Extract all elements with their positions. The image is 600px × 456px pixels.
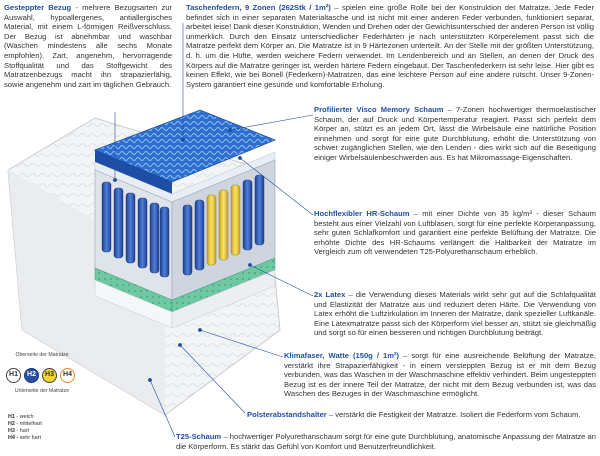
hr-foam-description: Hochflexibler HR-Schaum – mit einer Dichte von 35 kg/m³ - dieser Schaum besteht aus einer Vielzahl von Luftblasen, sorgt für eine perfekte Körperanpassung, sehr guten Schlafkomfort und garantiert eine perfekte Belüftung der Matratze. Die erhöhte Dichte des HR-Schaums verlängert die Haltbarkeit der Matratze im Vergleich zum oft verwendeten T25-Polyurethanschaum erheblich. [314,209,596,257]
polster-description: Polsterabstandshalter – verstärkt die Festigkeit der Matratze. Isoliert die Federform vom Schaum. [247,410,581,419]
hardness-scale [6,368,75,383]
springs-description: Taschenfedern, 9 Zonen (262Stk / 1m²) – spielen eine große Rolle bei der Konstruktion der Matratze. Jede Feder befindet sich in einer separaten Materialtasche und ist nicht mit einer anderen Feder verbunden, funktioniert separat, arbeitet leise! Dank dieser Konstruktion, Wenden und Drehen oder der Gewichtsunterschied der anderen Person ist völlig unmerklich. Durch den Einsatz unterschiedlicher Federhärten je nach unterstützten Körperelement passt sich die Matratze perfekt dem Körper an. Die Matratze ist in 9 Härtezonen unterteilt. An der Stelle mit der größten Unterstützung, d. h. um die Hüfte, werden weichere Federn verwendet. Im Lendenbereich und an Stellen, an denen der Druck des Körpers auf die Matratze geringer ist, werden härtere Federn eingebaut. Der Taschenfederkern ist sehr leise. Hier gibt es keinen Effekt, wie bei Bonell (Federkern)-Matratzen, das eine leichtere Person auf eine andere rutscht. Unser 9-Zonen-System garantiert eine gesunde und komfortable Erholung. [186,3,594,89]
hardness-h2: H2 [24,368,39,383]
klimafaser-heading: Klimafaser, Watte (150g / 1m²) [284,351,400,360]
springs-heading: Taschenfedern, 9 Zonen (262Stk / 1m²) [186,3,331,12]
hr-foam-heading: Hochflexibler HR-Schaum [314,209,410,218]
polster-text: verstärkt die Festigkeit der Matratze. Isoliert die Federform vom Schaum. [335,410,581,419]
hardness-h4: H4 [60,368,75,383]
hardness-key [8,414,42,442]
cover-text: mehrere Bezugsarten zur Auswahl, hypoallergenes, antiallergisches Material, mit einem L-förmigen Reißverschluss. Der Bezug ist abnehmbar und waschbar (Waschen mindestens alle sechs Monate empfohlen). Zart, angenehm, hervorragende Stoffqualität und das Stoffgewicht des Matratzenbezugs macht ihn strapazierfähig, sowie angenehm und zart im täglichen Gebrauch. [4,3,173,89]
hardness-key-row: H1 - weich [8,414,34,420]
cover-heading: Gesteppter Bezug [4,3,72,12]
hardness-key-row: H3 - hart [8,428,29,434]
polster-heading: Polsterabstandshalter [247,410,327,419]
hr-foam-text: mit einer Dichte von 35 kg/m³ - dieser Schaum besteht aus einer Vielzahl von Luftblasen, sorgt für eine perfekte Körperanpassung, sehr guten Schlafkomfort und garantiert eine perfekte Belüftung der Matratze. Die erhöhte Dichte des HR-Schaums verlängert die Haltbarkeit der Matratze im Vergleich zum oft verwendeten T25-Polyurethanschaum erheblich. [314,209,596,257]
latex-description: 2x Latex – die Verwendung dieses Materials wirkt sehr gut auf die Schlafqualität und Elastizität der Matratze aus und reduziert deren Härte. Die Verwendung von Latex erhöht die Luftzirkulation im Inneren der Matratze, dank spezieller Luftkanäle. Eine Latexmatratze passt sich der Körperform viel besser an, stützt sie gleichmäßig und sorgt so für einen besseren und richtigen Durchblutung beiträgt. [314,290,596,338]
hardness-key-row: H4 - sehr hart [8,435,41,441]
springs-text: spielen eine große Rolle bei der Konstruktion der Matratze. Jede Feder befindet sich in einer separaten Materialtasche und ist nicht mit einer anderen Feder verbunden, funktioniert separat, arbeitet leise! Dank dieser Konstruktion, Wenden und Drehen oder der Gewichtsunterschied der anderen Person ist völlig unmerklich. Durch den Einsatz unterschiedlicher Federhärten je nach unterstützten Körperelement passt sich die Matratze perfekt dem Körper an. Die Matratze ist in 9 Härtezonen unterteilt. An der Stelle mit der größten Unterstützung, d. h. um die Hüfte, werden weichere Federn verwendet. Im Lendenbereich und an Stellen, an denen der Druck des Körpers auf die Matratze geringer ist, werden härtere Federn eingebaut. Der Taschenfederkern ist sehr leise. Hier gibt es keinen Effekt, wie bei Bonell (Federkern)-Matratzen, das eine leichtere Person auf eine andere rutscht. Unser 9-Zonen-System garantiert eine gesunde und komfortable Erholung. [186,3,594,89]
t25-description: T25-Schaum – hochwertiger Polyurethanschaum sorgt für eine gute Durchblutung, anatomische Anpassung der Matratze an die Körperform. Es stärkt das Gefühl von Komfort und Benutzerfreundlichkeit. [176,432,596,451]
hardness-top-label: Oberseite der Matratze [15,352,69,358]
hardness-key-row: H2 - mittelhart [8,421,42,427]
hardness-bottom-label: Unterseite der Matratze [14,388,70,394]
hardness-h3: H3 [42,368,57,383]
latex-heading: 2x Latex [314,290,346,299]
klimafaser-text: sorgt für eine ausreichende Belüftung der Matratze, verstärkt ihre Strapazierfähigkeit - in einem versteppten Bezug ist er mit dem Bezug verbunden, was das Waschen in der Waschmaschine effektiv verhindert. Beim ungesteppten Bezug ist es der innere Teil der Matratze, der nicht mit dem Bezug verbunden ist, was das Waschen des Bezuges in der Waschmaschine ermöglicht. [284,351,596,399]
hardness-h1: H1 [6,368,21,383]
t25-heading: T25-Schaum [176,432,222,441]
t25-text: hochwertiger Polyurethanschaum sorgt für eine gute Durchblutung, anatomische Anpassung der Matratze an die Körperform. Es stärkt das Gefühl von Komfort und Benutzerfreundlichkeit. [176,432,596,451]
klimafaser-description: Klimafaser, Watte (150g / 1m²) – sorgt für eine ausreichende Belüftung der Matratze, verstärkt ihre Strapazierfähigkeit - in einem versteppten Bezug ist er mit dem Bezug verbunden, was das Waschen in der Waschmaschine effektiv verhindert. Beim ungesteppten Bezug ist es der innere Teil der Matratze, der nicht mit dem Bezug verbunden ist, was das Waschen des Bezuges in der Waschmaschine ermöglicht. [284,351,596,399]
visco-description: Profilierter Visco Memory Schaum – 7-Zonen hochwertiger thermoelastischer Schaum, der auf Druck und Körpertemperatur reagiert. Passt sich perfekt dem Körper an, stützt es an jedem Ort, lässt die Wirbelsäule eine natürliche Position einnehmen und sorgt für eine gute Durchblutung, erhöht die Unterstützung von schwer zugänglichen Stellen, wie den Lenden - dies wirkt sich auf die Beseitigung einiger Wirbelsäulenbeschwerden aus. Es hat Mikromassage-Eigenschaften. [314,105,596,162]
visco-text: 7-Zonen hochwertiger thermoelastischer Schaum, der auf Druck und Körpertemperatur reagiert. Passt sich perfekt dem Körper an, stützt es an jedem Ort, lässt die Wirbelsäule eine natürliche Position einnehmen und sorgt für eine gute Durchblutung, erhöht die Unterstützung von schwer zugänglichen Stellen, wie den Lenden - dies wirkt sich auf die Beseitigung einiger Wirbelsäulenbeschwerden aus. Es hat Mikromassage-Eigenschaften. [314,105,596,162]
cover-description: Gesteppter Bezug - mehrere Bezugsarten zur Auswahl, hypoallergenes, antiallergisches Material, mit einem L-förmigen Reißverschluss. Der Bezug ist abnehmbar und waschbar (Waschen mindestens alle sechs Monate empfohlen). Zart, angenehm, hervorragende Stoffqualität und das Stoffgewicht des Matratzenbezugs macht ihn strapazierfähig, sowie angenehm und zart im täglichen Gebrauch. [4,3,173,89]
latex-text: die Verwendung dieses Materials wirkt sehr gut auf die Schlafqualität und Elastizität der Matratze aus und reduziert deren Härte. Die Verwendung von Latex erhöht die Luftzirkulation im Inneren der Matratze, dank spezieller Luftkanäle. Eine Latexmatratze passt sich der Körperform viel besser an, stützt sie gleichmäßig und sorgt so für einen besseren und richtigen Durchblutung beiträgt. [314,290,596,338]
visco-heading: Profilierter Visco Memory Schaum [314,105,444,114]
